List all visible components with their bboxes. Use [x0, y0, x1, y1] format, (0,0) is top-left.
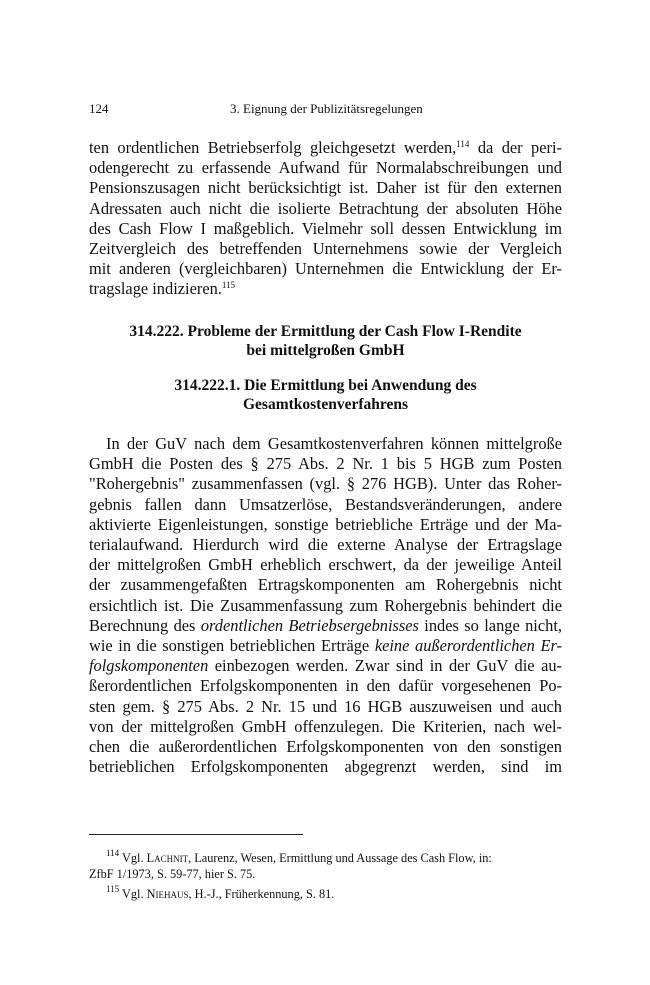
text-line: des Cash Flow I maßgeblich. Vielmehr soll dessen Entwicklung im	[89, 218, 562, 238]
heading-line: 314.222. Probleme der Ermittlung der Cash Flow I-Rendite	[129, 323, 522, 340]
text-line: betrieblichen Erfolgskomponenten abgegrenzt werden, sind im	[89, 757, 562, 777]
text-line: aktivierte Eigenleistungen, sonstige betriebliche Erträge und der Ma-	[89, 514, 562, 534]
text-line: "Rohergebnis" zusammenfassen (vgl. § 276 HGB). Unter das Roher-	[89, 474, 562, 494]
text-line: odengerecht zu erfassende Aufwand für Normalabschreibungen und	[89, 158, 562, 178]
footnote-ref-114[interactable]: 114	[456, 139, 470, 149]
text-line: der zusammengefaßten Ertragskomponenten am Rohergebnis nicht	[89, 575, 562, 595]
footnote-line: ZfbF 1/1973, S. 59-77, hier S. 75.	[89, 867, 256, 881]
text-line: ßerordentlichen Erfolgskomponenten in den dafür vorgesehenen Po-	[89, 676, 562, 696]
text-line: tragslage indizieren.$^{115}$	[89, 279, 236, 299]
text-line: ersichtlich ist. Die Zusammenfassung zum Rohergebnis behindert die	[89, 595, 562, 615]
text-line: wie in die sonstigen betrieblichen Erträge keine außerordentlichen Er-	[89, 636, 562, 656]
paragraph-cash-flow-intro	[89, 138, 562, 300]
text-line: mit anderen (vergleichbaren) Unternehmen die Entwicklung der Er-	[89, 259, 562, 279]
paragraph-gesamtkostenverfahren	[89, 434, 562, 777]
text-line: chen die außerordentlichen Erfolgskomponenten von den sonstigen	[89, 737, 562, 757]
emphasis: ordentlichen Betriebsergebnisses	[200, 615, 419, 635]
page-number: 124	[89, 101, 109, 116]
text-line: von der mittelgroßen GmbH offenzulegen. Die Kriterien, nach wel-	[89, 716, 562, 736]
text-line: sten gem. § 275 Abs. 2 Nr. 15 und 16 HGB auszuweisen und auch	[89, 696, 562, 716]
footnote-114	[89, 850, 562, 882]
footnote-line: $^{115}$ Vgl. Niehaus, H.-J., Früherkennung, S. 81.	[106, 884, 335, 901]
heading-line: 314.222.1. Die Ermittlung bei Anwendung des	[174, 377, 477, 394]
footnote-mark: 115	[106, 884, 120, 894]
heading-line: bei mittelgroßen GmbH	[246, 342, 405, 359]
subsection-heading-314-222-1	[89, 376, 562, 414]
text-line: ten ordentlichen Betriebserfolg gleichgesetzt werden,$^{114}$ da der peri-	[89, 138, 562, 157]
text-line: Berechnung des ordentlichen Betriebsergebnisses indes so lange nicht,	[89, 615, 562, 635]
running-title: 3. Eignung der Publizitätsregelungen	[230, 101, 423, 116]
text-line: folgskomponenten einbezogen werden. Zwar sind in der GuV die au-	[89, 656, 562, 676]
text-line: Adressaten auch nicht die isolierte Betrachtung der absoluten Höhe	[89, 198, 562, 218]
footnote-mark: 114	[106, 848, 120, 858]
footnote-line: $^{114}$ Vgl. Lachnit, Laurenz, Wesen, Ermittlung und Aussage des Cash Flow, in:	[106, 848, 492, 865]
text-line: In der GuV nach dem Gesamtkostenverfahren können mittelgroße	[106, 434, 562, 453]
text-line: terialaufwand. Hierdurch wird die externe Analyse der Ertragslage	[89, 535, 562, 555]
text-line: Pensionszusagen nicht berücksichtigt ist. Daher ist für den externen	[89, 178, 562, 198]
emphasis: keine außerordentlichen Er-	[374, 636, 562, 656]
heading-line: Gesamtkostenverfahrens	[242, 396, 409, 413]
section-heading-314-222	[89, 322, 562, 360]
text-line: der mittelgroßen GmbH erheblich erschwert, da der jeweilige Anteil	[89, 555, 562, 575]
text-line: Zeitvergleich des betreffenden Unternehmens sowie der Vergleich	[89, 239, 562, 259]
emphasis: folgskomponenten	[89, 656, 209, 676]
text-line: GmbH die Posten des § 275 Abs. 2 Nr. 1 bis 5 HGB zum Posten	[89, 454, 562, 474]
footnote-115	[89, 886, 562, 902]
footnote-separator	[89, 834, 303, 835]
text-line: gebnis fallen dann Umsatzerlöse, Bestandsveränderungen, andere	[89, 494, 562, 514]
footnote-ref-115[interactable]: 115	[221, 280, 236, 291]
